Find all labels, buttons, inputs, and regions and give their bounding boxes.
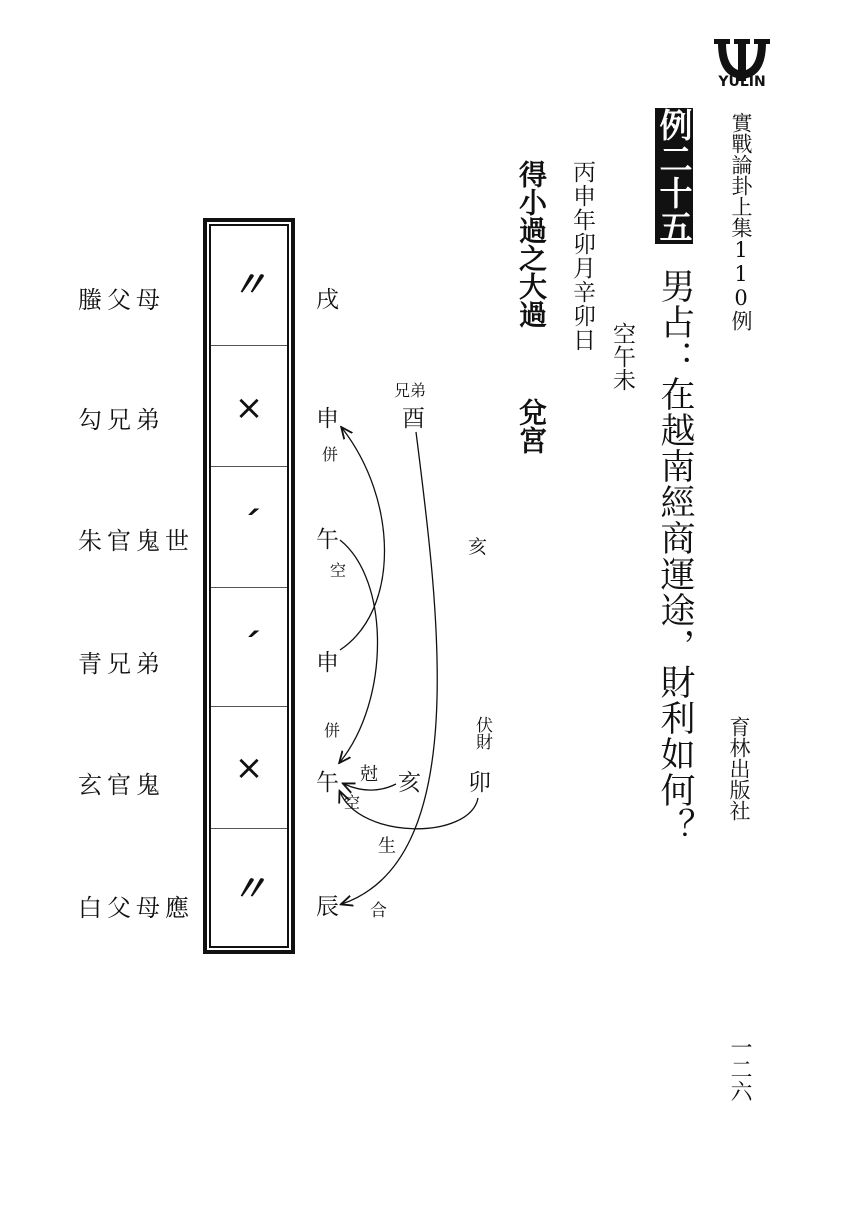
annotation-bing-1: 併 — [322, 445, 339, 464]
example-label-box — [655, 108, 693, 244]
book-title: 實戰論卦上集110例 — [729, 112, 753, 331]
divider — [211, 466, 287, 467]
arrow-you-to-chen — [342, 432, 437, 904]
annotation-you: 酉 — [402, 406, 425, 432]
branch-2: 午 — [316, 770, 339, 796]
annotation-hai-right: 亥 — [468, 536, 488, 558]
divination-date: 丙申年卯月辛卯日 — [569, 160, 595, 352]
annotation-fucai: 伏財 — [472, 716, 492, 750]
branch-1: 辰 — [316, 894, 339, 920]
branch-3: 申 — [316, 650, 339, 676]
line-label-3: 青兄弟 — [78, 650, 165, 678]
page-number: 一二六 — [727, 1036, 752, 1102]
divider — [211, 706, 287, 707]
divider — [211, 828, 287, 829]
branch-5: 申 — [316, 406, 339, 432]
annotation-mao: 卯 — [468, 770, 491, 796]
divider — [211, 587, 287, 588]
void-branches: 空午未 — [609, 322, 635, 391]
arrow-shen-to-shen — [340, 428, 385, 650]
line-mark-1: 〃 — [230, 869, 267, 910]
logo-text: YULIN — [718, 74, 766, 90]
question-title: 男占：在越南經商運途，財利如何？ — [655, 268, 695, 844]
line-mark-6: 〃 — [230, 265, 267, 306]
annotation-kong-1: 空 — [330, 561, 347, 580]
line-label-4: 朱官鬼世 — [78, 527, 194, 555]
divider — [211, 345, 287, 346]
publisher-name: 育林出版社 — [727, 716, 751, 821]
line-mark-2: × — [234, 748, 264, 788]
annotation-hai-lower: 亥 — [398, 770, 421, 796]
annotation-kong-2: 空 — [344, 793, 361, 812]
arrow-mao-to-wu — [340, 792, 478, 829]
line-mark-5: × — [234, 388, 264, 428]
annotation-sheng: 生 — [378, 836, 396, 857]
line-label-6: 螣父母 — [78, 286, 165, 314]
line-label-1: 白父母應 — [78, 894, 194, 922]
line-mark-4: ˊ — [240, 505, 258, 546]
palace-name: 兌宮 — [515, 398, 548, 454]
annotation-xiongdi: 兄弟 — [394, 381, 427, 400]
hexagram-name: 得小過之大過 — [515, 160, 548, 328]
line-label-5: 勾兄弟 — [78, 406, 165, 434]
branch-6: 戌 — [316, 287, 339, 313]
annotation-he: 合 — [370, 901, 387, 921]
annotation-bing-2: 併 — [324, 721, 341, 740]
branch-4: 午 — [316, 527, 339, 553]
hexagram-frame-inner — [209, 224, 289, 948]
line-label-2: 玄官鬼 — [78, 771, 165, 799]
example-label: 例二十五 — [654, 108, 694, 244]
annotation-ke: 尅 — [360, 764, 378, 785]
line-mark-3: ˊ — [240, 627, 258, 668]
